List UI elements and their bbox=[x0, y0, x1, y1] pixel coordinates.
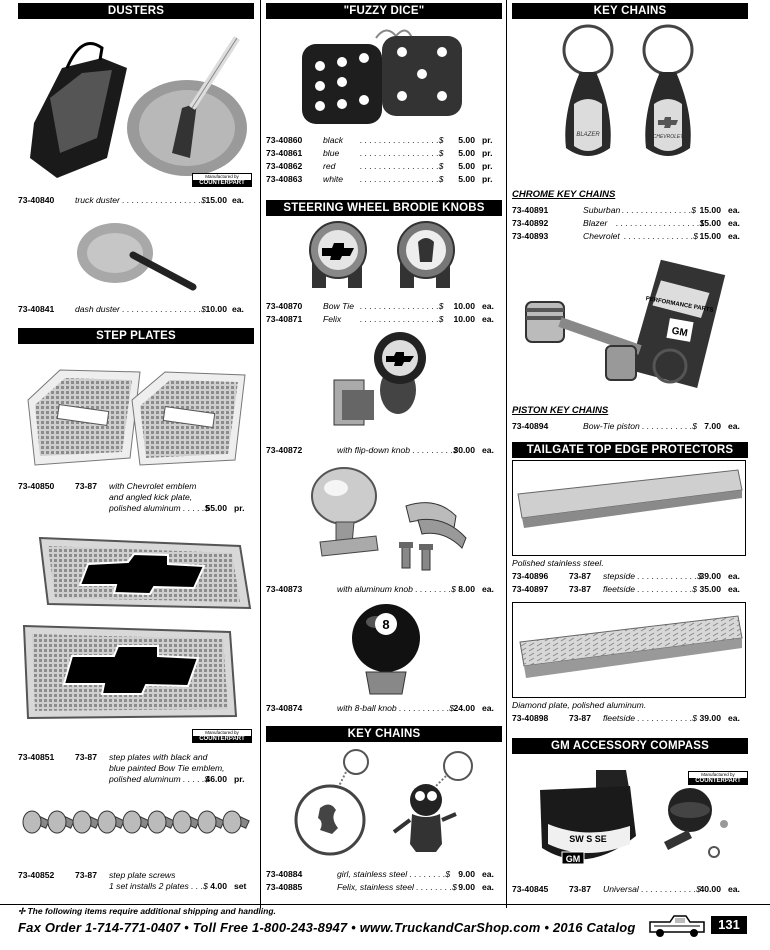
eight-ball-knob-image bbox=[346, 602, 426, 698]
column-middle: "FUZZY DICE" 73-40860 black . . . . . . . . . . . . . . . . .$ 5.00 pr. 73-40861 blue . . . . . . . . . . . . . . . . .$ 5.00 pr. 73-40862 red . . . . . . . . . . . . . . . . .$ 5.00 pr. 73-40863 white . . . . . . . . . . . . . . . . .$ 5.00 pr. STEERING WHEEL BRODIE KNOBS 73-40870 Bow Tie . . . . . . . . . . . . . . . . .$ 10.00 ea. 73-40871 Felix . . . . . . . . . . . . . . . . .$ 10.00 ea. 73-40872 with flip-down knob . . . . . . . . .$ 30.00 ea. 73-40873 with aluminum knob . . . . . . . .$ 8.00 ea. 8 73-40874 with 8-ball knob . . . . . . . . . . .$ 24.00 ea. KEY CHAINS 73-40884 girl, stainless steel . . . . . . . .$ 9.00 ea. 73-40885 Felix, stainless steel . . . . . . . .$ 9.00 ea. bbox=[266, 0, 502, 908]
subheading-piston-key-chains: PISTON KEY CHAINS bbox=[512, 405, 609, 416]
section-header-key-chains: KEY CHAINS bbox=[512, 3, 748, 19]
subheading-chrome-key-chains: CHROME KEY CHAINS bbox=[512, 189, 616, 200]
caption-diamond: Diamond plate, polished aluminum. bbox=[512, 700, 647, 710]
page-number: 131 bbox=[711, 916, 747, 934]
section-header-key-chains: KEY CHAINS bbox=[266, 726, 502, 742]
section-header-tailgate: TAILGATE TOP EDGE PROTECTORS bbox=[512, 442, 748, 458]
diamond-tailgate-protector-image bbox=[512, 602, 746, 698]
counterpart-logo: Manufactured by COUNTERPART bbox=[192, 729, 252, 743]
tag-gm: GM bbox=[670, 325, 689, 340]
column-left: DUSTERS Manufactured by COUNTERPART 73-40840 truck duster . . . . . . . . . . . . . . . . .$ 15.00 ea. 73-40841 dash duster . . . . . . . . . . . . . . . . .$ 10.00 ea. STEP PLATES 73-40850 73-87 with Chevrolet emblem and angled kick plate, polished aluminum . . . . .$ 55.00 pr. Manufactured by COUNTERPART 73-40851 73-87 step plates with black and blue painted Bow Tie emblem, polished aluminum . . . . .$ 46.00 pr. 73-40852 73-87 step plate screws 1 set installs 2 plates . . .$ 4.00 set bbox=[18, 0, 254, 908]
chrome-key-fobs-image bbox=[552, 24, 712, 180]
screw-icon bbox=[198, 811, 224, 833]
section-header-step-plates: STEP PLATES bbox=[18, 328, 254, 344]
screw-icon bbox=[173, 811, 199, 833]
footer-rule bbox=[0, 904, 770, 905]
page-footer bbox=[0, 904, 770, 950]
screw-icon bbox=[148, 811, 174, 833]
piston-key-chain-image bbox=[520, 254, 746, 394]
counterpart-logo: Manufactured by COUNTERPART bbox=[688, 771, 748, 785]
section-header-dusters: DUSTERS bbox=[18, 3, 254, 19]
aluminum-knob-image bbox=[306, 466, 476, 576]
column-divider bbox=[506, 0, 507, 908]
column-divider bbox=[260, 0, 261, 908]
screw-icon bbox=[73, 811, 99, 833]
screw-icon bbox=[23, 811, 49, 833]
section-header-fuzzy-dice: "FUZZY DICE" bbox=[266, 3, 502, 19]
screw-icon bbox=[48, 811, 74, 833]
counterpart-logo: Manufactured by COUNTERPART bbox=[192, 173, 252, 187]
fob-label: BLAZER bbox=[576, 132, 600, 138]
duster-image bbox=[22, 28, 252, 188]
brodie-knobs-image bbox=[304, 220, 464, 294]
screw-icon bbox=[223, 811, 249, 833]
fuzzy-dice-image bbox=[294, 24, 474, 126]
section-header-brodie-knobs: STEERING WHEEL BRODIE KNOBS bbox=[266, 200, 502, 216]
caption-stainless: Polished stainless steel. bbox=[512, 558, 604, 568]
stainless-tailgate-protector-image bbox=[512, 460, 746, 556]
column-right: KEY CHAINS BLAZER CHEVROLET CHROME KEY CHAINS 73-40891 Suburban . . . . . . . . . . . . . . .$ 15.00 ea. 73-40892 Blazer . . . . . . . . . . . . . . . . . .$ 15.00 ea. 73-40893 Chevrolet . . . . . . . . . . . . . . .$ 15.00 ea. PERFORMANCE PARTS GM PISTON KEY CHAINS 73-40894 Bow-Tie piston . . . . . . . . . . .$ 7.00 ea. TAILGATE TOP EDGE PROTECTORS Polished stainless steel. 73-40896 73-87 stepside . . . . . . . . . . . . .$ 39.00 ea. 73-40897 73-87 fleetside . . . . . . . . . . . .$ 35.00 ea. Diamond plate, polished aluminum. 73-40898 73-87 fleetside . . . . . . . . . . . .$ 39.00 ea. GM ACCESSORY COMPASS Manufactured by COUNTERPART SW S SE GM 73-40845 73-87 Universal . . . . . . . . . . . .$ 40.00 ea. bbox=[512, 0, 748, 908]
novelty-key-chains-image bbox=[290, 748, 486, 860]
flip-down-knob-image bbox=[324, 330, 444, 430]
section-header-compass: GM ACCESSORY COMPASS bbox=[512, 738, 748, 754]
pickup-truck-icon bbox=[646, 912, 708, 940]
step-plates-bowtie-image bbox=[18, 528, 254, 728]
contact-line: Fax Order 1-714-771-0407 • Toll Free 1-800-243-8947 • www.TruckandCarShop.com • 2016 Catalog bbox=[18, 920, 636, 935]
screw-icon bbox=[98, 811, 124, 833]
step-plates-angled-image bbox=[20, 360, 252, 472]
eight-ball-number: 8 bbox=[382, 617, 390, 632]
compass-gm: GM bbox=[565, 854, 581, 864]
screw-icon bbox=[123, 811, 149, 833]
fob-label: CHEVROLET bbox=[652, 134, 684, 140]
compass-image bbox=[526, 764, 738, 876]
shipping-note: ✢ The following items require additional shipping and handling. bbox=[18, 906, 276, 916]
compass-dial: SW S SE bbox=[569, 834, 607, 844]
tag-text: PERFORMANCE PARTS bbox=[645, 296, 714, 314]
step-plate-screws-image bbox=[18, 800, 254, 856]
dash-duster-image bbox=[73, 215, 203, 295]
